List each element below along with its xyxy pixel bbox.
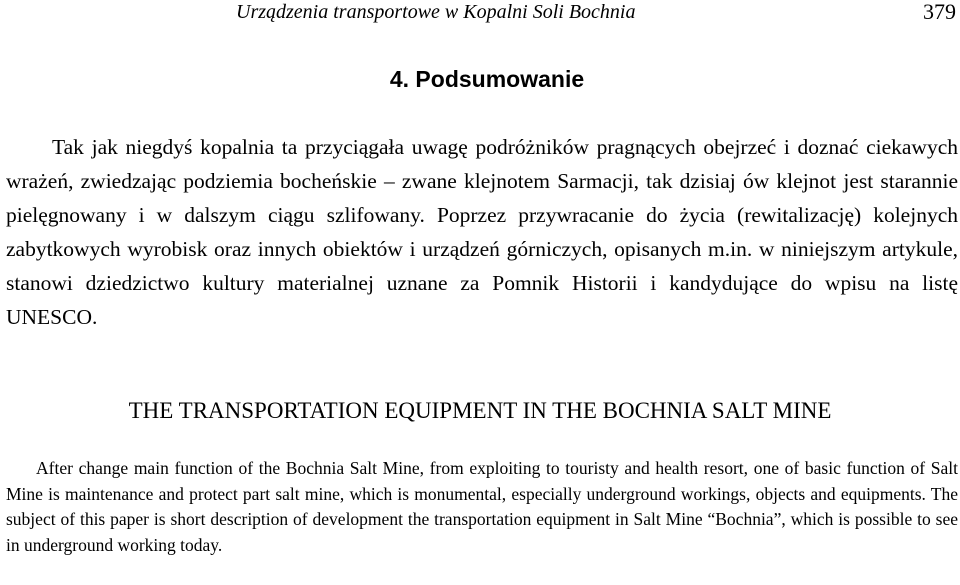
summary-paragraph: Tak jak niegdyś kopalnia ta przyciągała uwagę podróżników pragnących obejrzeć i doznać ciekawych wrażeń, zwiedzając podziemia bocheńskie – zwane klejnotem Sarmacji, tak dzisiaj ów klejnot jest starannie pielęgnowany i w dalszym ciągu szlifowany. Poprzez przywracanie do życia (rewitalizację) kolejnych zabytkowych wyrobisk oraz innych obiektów i urządzeń górniczych, opisanych m.in. w niniejszym artykule, stanowi dziedzictwo kultury materialnej uznane za Pomnik Historii i kandydujące do wpisu na listę UNESCO.: [6, 135, 958, 329]
page-number: 379: [923, 0, 956, 24]
running-title: Urządzenia transportowe w Kopalni Soli Bochnia: [236, 1, 636, 23]
running-header: [236, 0, 956, 28]
section-heading: 4. Podsumowanie: [389, 66, 585, 92]
abstract-paragraph: After change main function of the Bochnia Salt Mine, from exploiting to touristy and health resort, one of basic function of Salt Mine is maintenance and protect part salt mine, which is monumental, especially underground workings, objects and equipments. The subject of this paper is short description of development the transportation equipment in Salt Mine “Bochnia”, which is possible to see in underground working today.: [6, 458, 958, 555]
abstract-title: THE TRANSPORTATION EQUIPMENT IN THE BOCHNIA SALT MINE: [128, 398, 832, 423]
